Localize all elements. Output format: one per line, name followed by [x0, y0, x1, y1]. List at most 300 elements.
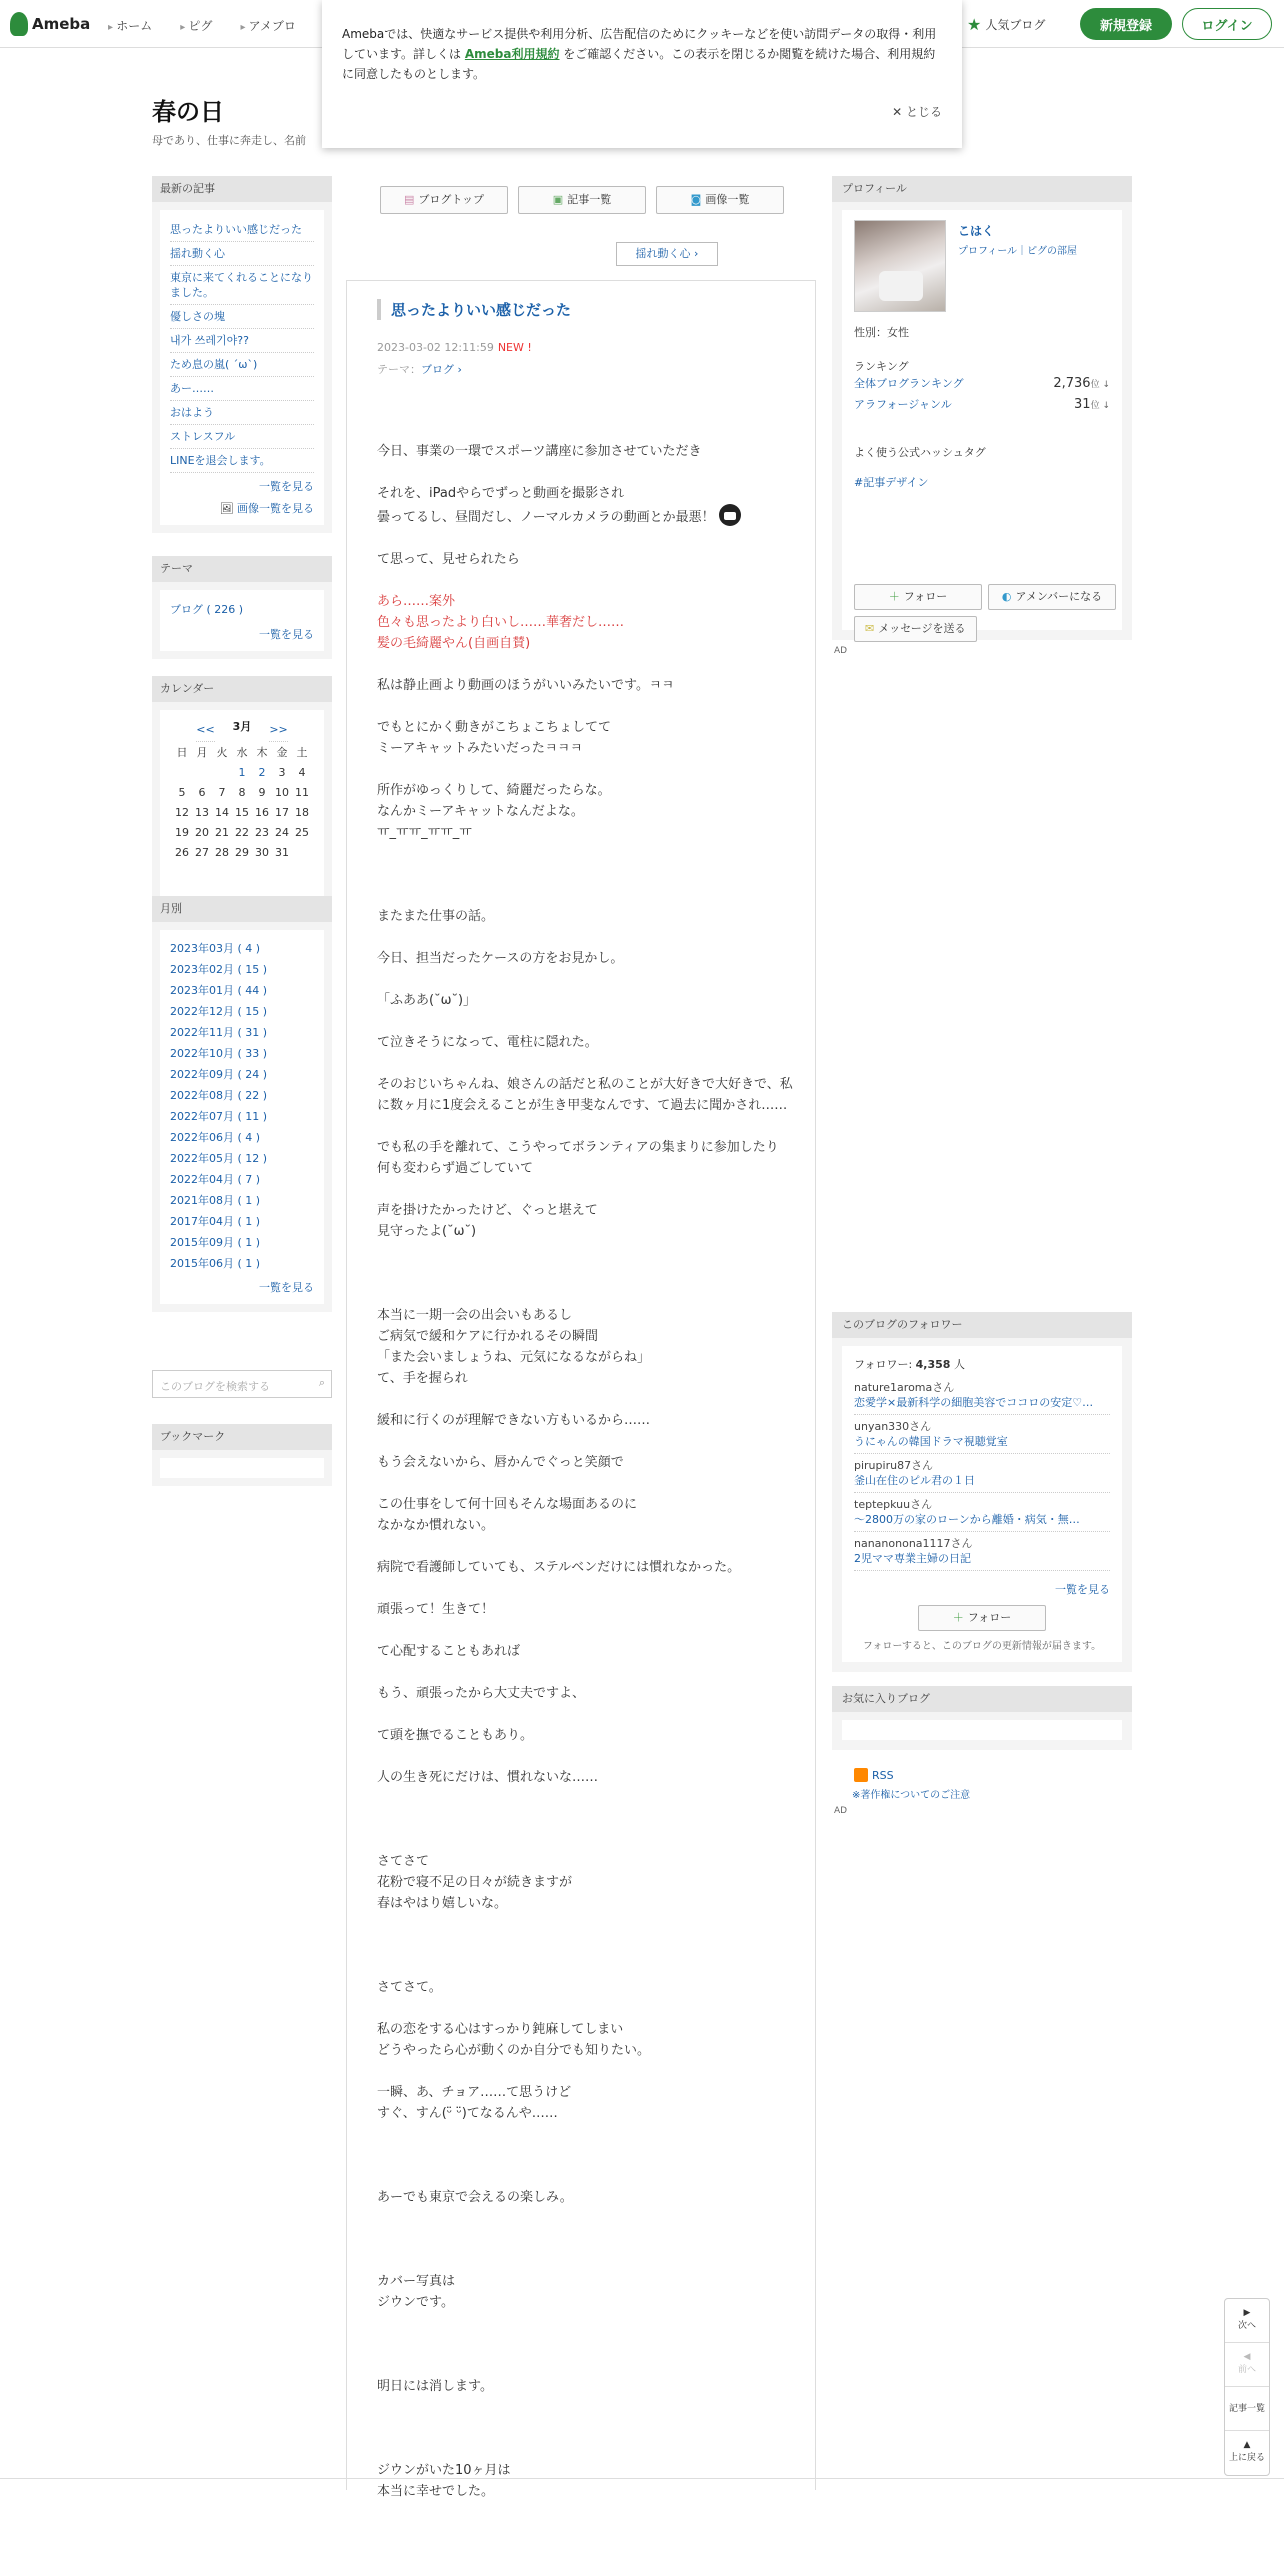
calendar-day: 19 [175, 825, 189, 839]
entry-article [346, 280, 816, 2499]
entry-paragraph [377, 2334, 797, 2355]
entry-paragraph [377, 2418, 797, 2439]
chevron-right-icon: › [457, 363, 462, 376]
archive-item[interactable]: 2022年10月 ( 33 ) [170, 1047, 268, 1060]
entry-line: カバー写真は [377, 2274, 456, 2289]
recent-heading: 最新の記事 [152, 176, 332, 202]
entry-line: て思って、見せられたら [377, 552, 520, 567]
profile-avatar[interactable] [854, 220, 946, 312]
star-icon: ★ [967, 14, 982, 34]
calendar-day [192, 762, 212, 782]
archive-item[interactable]: 2022年06月 ( 4 ) [170, 1131, 261, 1144]
calendar-day: 31 [275, 845, 289, 859]
entry-line: 頑張って！生きて！ [377, 1602, 495, 1617]
back-to-top-button[interactable] [1225, 2431, 1269, 2475]
calendar-day: 30 [255, 845, 269, 859]
follower-count-unit: 人 [950, 1358, 965, 1371]
face-emoji-icon [719, 504, 741, 526]
entry-line: 病院で看護師していても、ステルベンだけには慣れなかった。 [377, 1560, 741, 1575]
calendar-day-link[interactable]: 2 [258, 765, 266, 779]
list-label: 記事一覧 [1228, 2404, 1265, 2414]
entry-paragraph [377, 1935, 797, 1956]
back-icon: ◀ [1243, 2352, 1251, 2362]
chevron-right-icon: › [694, 247, 699, 260]
entry-list-button[interactable] [518, 186, 646, 214]
entry-line: 私は静止画より動画のほうがいいみたいです。ㅋㅋ [377, 678, 675, 693]
image-list-button[interactable] [656, 186, 784, 214]
recent-entry[interactable]: ストレスフル [170, 425, 314, 449]
calendar-day: 22 [235, 825, 249, 839]
follower-count-label: フォロワー: [854, 1358, 916, 1371]
profile-heading: プロフィール [832, 176, 1132, 202]
ranking-row-overall [854, 374, 1110, 395]
rss-label: RSS [872, 1769, 894, 1782]
theme-label: テーマ： [377, 363, 421, 376]
calendar-prev[interactable]: << [196, 718, 214, 742]
entry-paragraph [377, 1851, 797, 1914]
entry-line: 所作がゆっくりして、綺麗だったらな。 [377, 783, 611, 798]
entry-line: 今日、事業の一環でスポーツ講座に参加させていただき [377, 444, 702, 459]
archive-item[interactable]: 2022年09月 ( 24 ) [170, 1068, 268, 1081]
recent-entry[interactable]: 揺れ動く心 [170, 242, 314, 266]
follower-blog-link[interactable]: 2児ママ専業主婦の日記 [854, 1552, 971, 1565]
recent-entry[interactable]: 思ったよりいい感じだった [170, 218, 314, 242]
entry-paragraph [377, 2019, 797, 2061]
entry-line: この仕事をして何十回もそんな場面あるのに [377, 1497, 638, 1512]
profile-links[interactable]: プロフィール｜ピグの部屋 [958, 246, 1077, 257]
list-icon: ▣ [552, 193, 564, 206]
entry-line: でも私の手を離れて、こうやってボランティアの集まりに参加したり [377, 1140, 779, 1155]
archive-item[interactable]: 2022年11月 ( 31 ) [170, 1026, 268, 1039]
favorites-heading: お気に入りブログ [832, 1686, 1132, 1712]
archive-item[interactable]: 2023年02月 ( 15 ) [170, 963, 268, 976]
calendar-day [212, 762, 232, 782]
plus-icon: ＋ [888, 590, 900, 603]
entry-line: ミーアキャットみたいだったㅋㅋㅋ [377, 741, 583, 756]
calendar-day: 3 [278, 765, 286, 779]
calendar-day: 15 [235, 805, 249, 819]
weekday: 月 [196, 746, 208, 759]
cookie-text-2: をご確認ください。この表示を閉じるか閲覧を続けた場合、利用規約に同意したものとします。 [342, 47, 936, 81]
follow-label-2: フォロー [967, 1611, 1012, 1624]
calendar-grid [172, 742, 312, 862]
follower-item [854, 1532, 1110, 1571]
calendar-day: 17 [275, 805, 289, 819]
calendar-day: 20 [195, 825, 209, 839]
calendar-heading: カレンダー [152, 676, 332, 702]
rss-icon [854, 1768, 868, 1782]
follower-blog-link[interactable]: 恋愛学×最新科学の細胞美容でココロの安定♡… [854, 1396, 1094, 1409]
weekday: 水 [236, 746, 248, 759]
entry-paragraph [377, 441, 797, 462]
weekday: 日 [176, 746, 188, 759]
entry-line: 「ふああ(˘ω˘)」 [377, 993, 477, 1008]
weekday: 土 [296, 746, 308, 759]
follower-name: nature1aromaさん [854, 1381, 955, 1394]
prev-label: 前へ [1237, 2365, 1256, 2375]
theme-item[interactable]: ブログ ( 226 ) [170, 603, 244, 616]
entry-line: それを、iPadやらでずっと動画を撮影され [377, 486, 625, 501]
entry-paragraph [377, 2271, 797, 2313]
entry-paragraph [377, 1641, 797, 1662]
entry-paragraph [377, 675, 797, 696]
calendar-next[interactable]: >> [269, 718, 287, 742]
entry-paragraph [377, 948, 797, 969]
entry-paragraph [377, 717, 797, 759]
entry-line: ㅠ_ㅠㅠ_ㅠㅠ_ㅠ [377, 825, 472, 840]
plus-icon: ＋ [952, 1611, 964, 1624]
follower-blog-link[interactable]: うにゃんの韓国ドラマ視聴覚室 [854, 1435, 1008, 1448]
rss-link[interactable] [854, 1768, 894, 1782]
calendar-box [152, 676, 332, 916]
recent-entry[interactable]: LINEを退会します。 [170, 449, 314, 473]
entry-body [377, 441, 797, 2523]
recent-more-link[interactable]: 一覧を見る [259, 480, 314, 493]
amember-icon: ◐ [1001, 590, 1012, 603]
rank-unit: 位 [1090, 380, 1100, 390]
message-label: メッセージを送る [878, 622, 966, 635]
entry-paragraph [377, 483, 797, 528]
search-placeholder: このブログを検索する [160, 1380, 270, 1393]
image-icon: 🖼 [219, 502, 237, 515]
entry-theme-link[interactable]: ブログ [421, 363, 454, 376]
entry-list-label: 記事一覧 [567, 193, 612, 206]
entry-paragraph [377, 1977, 797, 1998]
mail-icon: ✉ [865, 622, 875, 635]
weekday: 火 [216, 746, 228, 759]
message-button[interactable] [854, 616, 977, 642]
rank-unit: 位 [1090, 401, 1100, 411]
calendar-day: 4 [298, 765, 306, 779]
archive-item[interactable]: 2022年07月 ( 11 ) [170, 1110, 268, 1123]
up-arrow-icon: ▲ [1243, 2440, 1251, 2450]
side-nav [1224, 2298, 1270, 2476]
archive-item[interactable]: 2022年05月 ( 12 ) [170, 1152, 268, 1165]
archive-item[interactable]: 2023年03月 ( 4 ) [170, 942, 261, 955]
amember-button[interactable] [988, 584, 1116, 610]
hashtag-link[interactable]: #記事デザイン [854, 476, 929, 489]
entry-paragraph [377, 2229, 797, 2250]
entry-line: 今日、担当だったケースの方をお見かし。 [377, 951, 624, 966]
entry-line: 緩和に行くのが理解できない方もいるから…… [377, 1413, 651, 1428]
hashtag-label: よく使う公式ハッシュタグ [854, 446, 986, 459]
entry-line: 私の恋をする心はすっかり鈍麻してしまい [377, 2022, 624, 2037]
entry-line: ジウンです。 [377, 2295, 454, 2310]
followers-heading: このブログのフォロワー [832, 1312, 1132, 1338]
camera-icon: ◙ [690, 193, 702, 206]
entry-line: て、手を握られ [377, 1371, 468, 1386]
entry-paragraph [377, 1410, 797, 1431]
cookie-banner [322, 0, 962, 148]
entry-paragraph [377, 906, 797, 927]
entry-line: 髪の毛綺麗やん(自画自賛) [377, 636, 531, 651]
entry-line: さてさて。 [377, 1980, 442, 1995]
down-arrow-icon: ↓ [1099, 380, 1110, 390]
register-button[interactable]: 新規登録 [1080, 8, 1172, 40]
entry-line: またまた仕事の話。 [377, 909, 495, 924]
entry-line: さてさて [377, 1854, 430, 1869]
recent-entry[interactable]: 東京に来てくれることになりました。 [170, 266, 314, 305]
entry-paragraph [377, 549, 797, 570]
logo-text: Ameba [32, 15, 91, 33]
follower-blog-link[interactable]: 釜山在住のピル君の１日 [854, 1474, 975, 1487]
copyright-notice-link[interactable]: ※著作権についてのご注意 [852, 1790, 971, 1801]
entry-paragraph [377, 1200, 797, 1242]
entry-line: 何も変わらず過ごしていて [377, 1161, 534, 1176]
calendar-day: 8 [238, 785, 246, 799]
next-entry-button[interactable] [1225, 2299, 1269, 2343]
entry-paragraph [377, 1263, 797, 1284]
entry-paragraph [377, 1599, 797, 1620]
prev-entry-button[interactable] [1225, 2343, 1269, 2387]
recent-entry[interactable]: 내가 쓰레기야?? [170, 329, 314, 353]
down-arrow-icon: ↓ [1099, 401, 1110, 411]
entry-line: 色々も思ったより白いし……華奢だし…… [377, 615, 625, 630]
bookmark-heading: ブックマーク [152, 1424, 332, 1450]
entry-meta [377, 341, 532, 354]
archive-item[interactable]: 2017年04月 ( 1 ) [170, 1215, 261, 1228]
entry-paragraph [377, 864, 797, 885]
calendar-day: 29 [235, 845, 249, 859]
entry-paragraph [377, 1809, 797, 1830]
theme-more-link[interactable]: 一覧を見る [259, 628, 314, 641]
ad-label-2: AD [834, 1806, 848, 1816]
entry-line: 明日には消します。 [377, 2379, 493, 2394]
entry-paragraph [377, 1305, 797, 1389]
calendar-day: 5 [178, 785, 186, 799]
calendar-day: 14 [215, 805, 229, 819]
ad-label: AD [834, 646, 848, 656]
calendar-day: 16 [255, 805, 269, 819]
recent-entry[interactable]: あー…… [170, 377, 314, 401]
calendar-day: 6 [198, 785, 206, 799]
entry-paragraph [377, 1557, 797, 1578]
follower-item [854, 1454, 1110, 1493]
entry-line: て頭を撫でることもあり。 [377, 1728, 534, 1743]
entry-line: ご病気で緩和ケアに行かれるその瞬間 [377, 1329, 599, 1344]
archive-item[interactable]: 2022年12月 ( 15 ) [170, 1005, 268, 1018]
calendar-day: 18 [295, 805, 309, 819]
blog-title[interactable]: 春の日 [152, 98, 224, 126]
calendar-day: 21 [215, 825, 229, 839]
recent-entries-box [152, 176, 332, 533]
follow-note: フォローすると、このブログの更新情報が届きます。 [862, 1641, 1102, 1652]
archive-box [152, 896, 332, 1312]
entry-paragraph [377, 2145, 797, 2166]
entry-line: 春はやはり嬉しいな。 [377, 1896, 508, 1911]
archive-item[interactable]: 2015年09月 ( 1 ) [170, 1236, 261, 1249]
followers-box [832, 1312, 1132, 1672]
entry-line: そのおじいちゃんね、娘さんの話だと私のことが大好きで大好きで、私に数ヶ月に1度会えることが生き甲斐なんです、て過去に聞かされ…… [377, 1077, 793, 1113]
ranking-row-genre [854, 395, 1110, 416]
entry-paragraph [377, 2460, 797, 2502]
recent-entry[interactable]: ため息の嵐( ´ω`) [170, 353, 314, 377]
archive-item[interactable]: 2023年01月 ( 44 ) [170, 984, 268, 997]
profile-name[interactable]: こはく [958, 224, 995, 238]
calendar-day: 11 [295, 785, 309, 799]
calendar-day [172, 762, 192, 782]
calendar-day-link[interactable]: 1 [238, 765, 246, 779]
entry-line: 声を掛けたかったけど、ぐっと堪えて [377, 1203, 598, 1218]
top-label: 上に戻る [1228, 2453, 1265, 2463]
calendar-day: 13 [195, 805, 209, 819]
entry-theme [377, 361, 462, 377]
entry-paragraph [377, 1074, 797, 1116]
follower-name: nananonona1117さん [854, 1537, 973, 1550]
popular-blog-link[interactable] [967, 16, 1045, 33]
archive-more-link[interactable]: 一覧を見る [259, 1281, 314, 1294]
previous-entry-label: 揺れ動く心 [635, 247, 691, 260]
entry-line: 人の生き死にだけは、慣れないな…… [377, 1770, 599, 1785]
weekday: 木 [256, 746, 268, 759]
entry-paragraph [377, 2082, 797, 2124]
calendar-day: 10 [275, 785, 289, 799]
blog-top-label: ブログトップ [418, 193, 485, 206]
image-list-label: 画像一覧 [705, 193, 750, 206]
archive-item[interactable]: 2015年06月 ( 1 ) [170, 1257, 261, 1270]
entry-line: でもとにかく動きがこちょこちょしてて [377, 720, 612, 735]
follower-blog-link[interactable]: 〜2800万の家のローンから離婚・病気・無… [854, 1513, 1080, 1526]
profile-gender: 性別：女性 [854, 326, 909, 339]
search-icon[interactable]: ⌕ [318, 1376, 325, 1389]
entry-list-side-button[interactable] [1225, 2387, 1269, 2431]
calendar-day: 7 [218, 785, 226, 799]
follower-name: unyan330さん [854, 1420, 932, 1433]
entry-title[interactable]: 思ったよりいい感じだった [377, 299, 571, 320]
calendar-day [292, 842, 312, 862]
terms-link[interactable]: Ameba利用規約 [464, 47, 560, 61]
entry-paragraph [377, 1683, 797, 1704]
follower-name: pirupiru87さん [854, 1459, 934, 1472]
nav-ameblo[interactable]: ▸ アメブロ [240, 17, 295, 34]
calendar-day: 27 [195, 845, 209, 859]
entry-line: あら……案外 [377, 594, 456, 609]
entry-line: なんかミーアキャットなんだよな。 [377, 804, 584, 819]
entry-paragraph [377, 780, 797, 843]
footer-divider [0, 2478, 1284, 2479]
calendar-day: 25 [295, 825, 309, 839]
blog-description: 母であり、仕事に奔走し、名前 [152, 134, 306, 147]
weekday: 金 [276, 746, 288, 759]
entry-line: て心配することもあれば [377, 1644, 521, 1659]
archive-item[interactable]: 2022年04月 ( 7 ) [170, 1173, 261, 1186]
entry-paragraph [377, 1767, 797, 1788]
blog-search-input[interactable] [152, 1370, 332, 1398]
entry-line: 一瞬、あ、チョア……て思うけど [377, 2085, 572, 2100]
amember-label: アメンバーになる [1015, 590, 1103, 603]
entry-paragraph [377, 1494, 797, 1536]
archive-item[interactable]: 2022年08月 ( 22 ) [170, 1089, 268, 1102]
entry-line: 「また会いましょうね、元気になるながらね」 [377, 1350, 651, 1365]
follower-count [854, 1356, 1110, 1372]
blog-icon: ▤ [403, 193, 415, 206]
entry-paragraph [377, 1725, 797, 1746]
entry-line: すぐ、すん(ᵕ̈ ᵕ̈)てなるんや…… [377, 2106, 558, 2121]
entry-paragraph [377, 2187, 797, 2208]
entry-paragraph [377, 1452, 797, 1473]
theme-heading: テーマ [152, 556, 332, 582]
play-icon: ▶ [1243, 2308, 1251, 2318]
archive-item[interactable]: 2021年08月 ( 1 ) [170, 1194, 261, 1207]
follow-button[interactable] [854, 584, 982, 610]
bookmark-box [152, 1424, 332, 1486]
image-list-link[interactable]: 画像一覧を見る [237, 502, 314, 515]
follower-name: teptepkuuさん [854, 1498, 933, 1511]
entry-line: ジウンがいた10ヶ月は [377, 2463, 511, 2478]
entry-paragraph [377, 1137, 797, 1179]
followers-more-link[interactable]: 一覧を見る [1055, 1583, 1110, 1596]
follower-count-value: 4,358 [915, 1358, 951, 1371]
favorites-box [832, 1686, 1132, 1750]
entry-line: て泣きそうになって、電柱に隠れた。 [377, 1035, 598, 1050]
entry-line: あーでも東京で会えるの楽しみ。 [377, 2190, 573, 2205]
entry-paragraph [377, 1032, 797, 1053]
follow-button-2[interactable] [918, 1605, 1046, 1631]
follower-item [854, 1415, 1110, 1454]
blog-top-button[interactable] [380, 186, 508, 214]
entry-line: 花粉で寝不足の日々が続きますが [377, 1875, 573, 1890]
calendar-day: 12 [175, 805, 189, 819]
ameba-logo[interactable] [10, 12, 90, 36]
calendar-day: 9 [258, 785, 266, 799]
cookie-text: Amebaでは、快適なサービス提供や利用分析、広告配信のためにクッキーなどを使い訪問データの取得・利用しています。詳しくは [342, 27, 937, 61]
genre-ranking-link[interactable]: アラフォージャンル [854, 398, 952, 411]
entry-line: 本当に一期一会の出会いもあるし [377, 1308, 573, 1323]
overall-ranking-value: 2,736 [1053, 376, 1091, 391]
entry-paragraph [377, 2376, 797, 2397]
entry-line: もう会えないから、唇かんでぐっと笑顔で [377, 1455, 624, 1470]
recent-entry[interactable]: 優しさの塊 [170, 305, 314, 329]
blog-top-buttons [380, 186, 784, 214]
entry-date: 2023-03-02 12:11:59 [377, 341, 494, 354]
entry-line: 見守ったよ(˘ω˘) [377, 1224, 477, 1239]
entry-paragraph [377, 591, 797, 654]
global-nav [108, 17, 296, 34]
entry-line: もう、頑張ったから大丈夫ですよ、 [377, 1686, 586, 1701]
popular-blog-label: 人気ブログ [985, 18, 1046, 32]
recent-entry[interactable]: おはよう [170, 401, 314, 425]
genre-ranking-value: 31 [1074, 397, 1091, 412]
follower-item [854, 1376, 1110, 1415]
ranking-label: ランキング [854, 360, 909, 373]
profile-box [832, 176, 1132, 640]
cookie-close-button[interactable]: ✕ とじる [892, 105, 942, 119]
ameba-logo-icon [10, 12, 28, 36]
follower-item [854, 1493, 1110, 1532]
overall-ranking-link[interactable]: 全体ブログランキング [854, 377, 964, 390]
calendar-day: 24 [275, 825, 289, 839]
new-badge: NEW ! [497, 341, 532, 354]
entry-line: どうやったら心が動くのか自分でも知りたい。 [377, 2043, 651, 2058]
follow-label: フォロー [903, 590, 948, 603]
entry-line: 曇ってるし、昼間だし、ノーマルカメラの動画とか最悪！ [377, 510, 715, 525]
calendar-day: 26 [175, 845, 189, 859]
calendar [172, 718, 312, 862]
nav-home[interactable]: ▸ ホーム [108, 17, 152, 34]
entry-line: なかなか慣れない。 [377, 1518, 495, 1533]
theme-box [152, 556, 332, 659]
entry-line: 本当に幸せでした。 [377, 2484, 495, 2499]
next-label: 次へ [1237, 2321, 1256, 2331]
calendar-day: 23 [255, 825, 269, 839]
login-button[interactable]: ログイン [1182, 8, 1272, 40]
entry-paragraph [377, 990, 797, 1011]
calendar-day: 28 [215, 845, 229, 859]
archive-heading: 月別 [152, 896, 332, 922]
nav-pigg[interactable]: ▸ ピグ [180, 17, 212, 34]
previous-entry-link[interactable] [616, 242, 718, 266]
calendar-month: 3月 [232, 720, 252, 733]
